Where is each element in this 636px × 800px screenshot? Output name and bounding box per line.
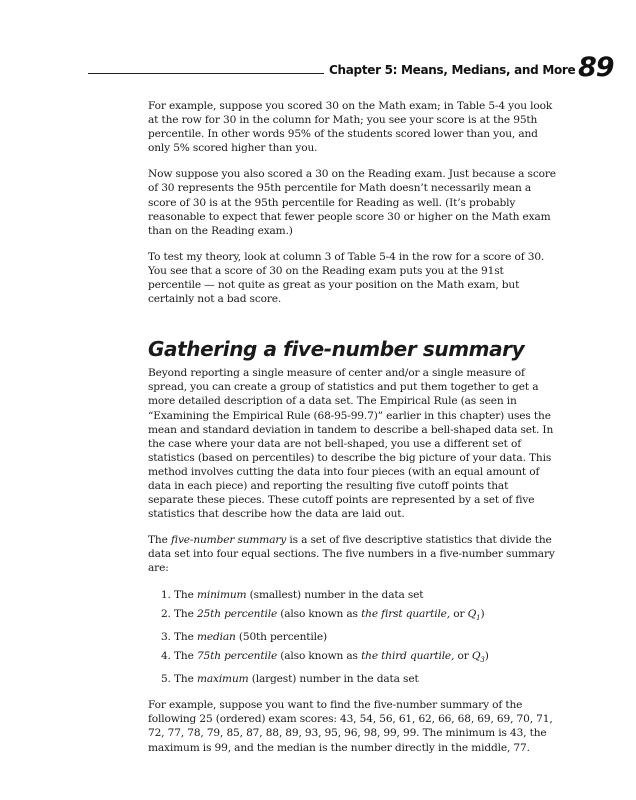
paragraph-test-theory: To test my theory, look at column 3 of Table 5-4 in the row for a score of 30. You see that a score of 30 on the Reading exam puts you at the 91st percentile — not quite as great as your position on the Math exam, but certainly not a bad score. (148, 250, 545, 306)
paragraph-five-number-intro: Beyond reporting a single measure of center and/or a single measure of spread, you can create a group of statistics and put them together to get a more detailed description of a data set. The Empirical Rule (as seen in “Examining the Empirical Rule (68-95-99.7)” earlier in this chapter) uses the mean and standard deviation in tandem to describe a bell-shaped data set. In the case where your data are not bell-shaped, you use a different set of statistics (based on percentiles) to describe the big picture of your data. This method involves cutting the data into four pieces (with an equal amount of data in each piece) and reporting the resulting five cutoff points that separate these pieces. These cutoff points are represented by a set of five statistics that describe how the data are laid out. (148, 367, 554, 521)
list-item: 4. The 75th percentile (also known as the third quartile, or $Q_3$) (174, 649, 556, 667)
term-five-number-summary: five-number summary (170, 534, 287, 547)
section-heading: Gathering a five-number summary (148, 337, 525, 362)
five-number-list (148, 588, 556, 687)
definition-prefix: The (148, 534, 171, 547)
definition-text: is a set of five descriptive statistics that divide the data set into four equal sections. The five numbers in a five-number summary are: (148, 534, 555, 575)
chapter-title: Chapter 5: Means, Medians, and More (329, 63, 576, 77)
paragraph-reading-example: Now suppose you also scored a 30 on the Reading exam. Just because a score of 30 represents the 95th percentile for Math doesn’t necessarily mean a score of 30 is at the 95th percentile for Reading as well. (It’s probably reasonable to expect that fewer people score 30 or higher on the Math exam than on the Reading exam.) (148, 168, 556, 237)
list-item: 3. The median (50th percentile) (174, 630, 556, 644)
list-item: 2. The 25th percentile (also known as the first quartile, or $Q_1$) (174, 607, 556, 625)
paragraph-exam-scores-example: For example, suppose you want to find the five-number summary of the following 25 (ordered) exam scores: 43, 54, 56, 61, 62, 66, 68, 69, 69, 70, 71, 72, 77, 78, 79, 85, 87, 88, 89, 93, 95, 96, 98, 99, 99. The minimum is 43, the maximum is 99, and the median is the number directly in the middle, 77. (148, 699, 553, 754)
page-body (148, 99, 556, 767)
page-number: 89 (578, 52, 614, 83)
paragraph-math-example: For example, suppose you scored 30 on the Math exam; in Table 5-4 you look at the row for 30 in the column for Math; you see your score is at the 95th percentile. In other words 95% of the students scored lower than you, and only 5% scored higher than you. (148, 100, 553, 155)
list-item: 5. The maximum (largest) number in the data set (174, 672, 556, 686)
list-item: 1. The minimum (smallest) number in the data set (174, 588, 556, 602)
paragraph-definition (148, 533, 556, 575)
header-rule (88, 73, 324, 74)
